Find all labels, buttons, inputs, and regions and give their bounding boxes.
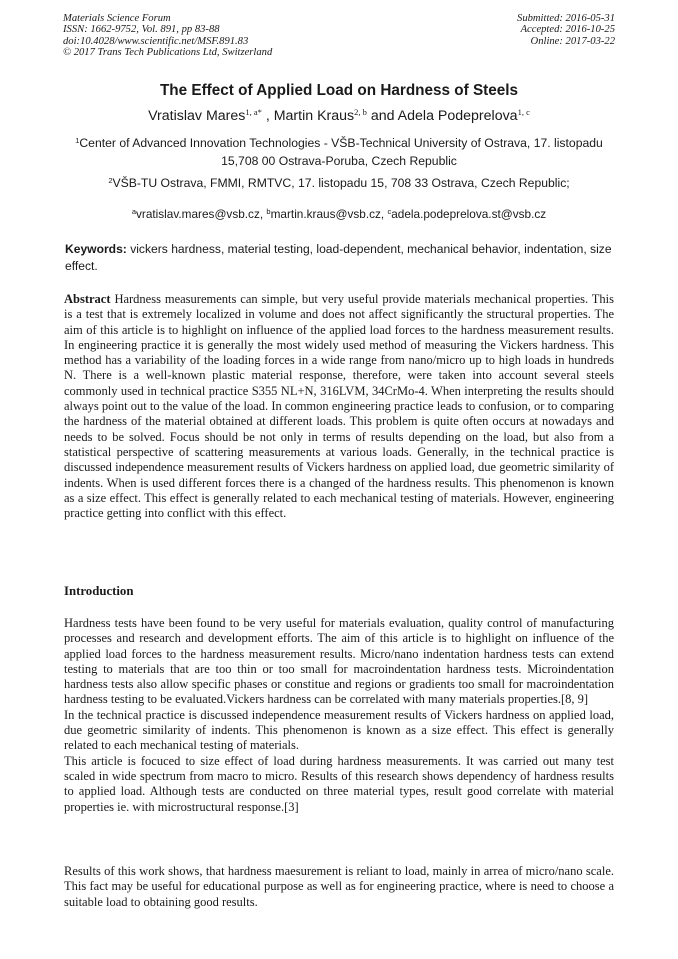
email-link[interactable]: vratislav.mares@vsb.cz: [136, 207, 260, 221]
paper-title: The Effect of Applied Load on Hardness of Steels: [159, 82, 519, 99]
author-list: [0, 108, 678, 124]
introduction-paragraph: Results of this work shows, that hardness maesurement is reliant to load, mainly in arrea of micro/nano scale. This fact may be useful for educational purpose as well as for engineering practice, where is need to choose a suitable load to obtaining good results.: [64, 864, 614, 909]
journal-header: [63, 13, 272, 59]
affiliation-line: 15,708 00 Ostrava-Poruba, Czech Republic: [221, 154, 457, 168]
author-separator: ,: [261, 108, 274, 124]
keywords-block: [65, 241, 615, 275]
abstract: [64, 292, 614, 521]
keywords-label: Keywords:: [65, 242, 127, 256]
author-affiliation-mark: 1, c: [517, 107, 530, 117]
author-affiliation-mark: 2, b: [354, 107, 367, 117]
author-name: Vratislav Mares: [148, 108, 246, 124]
doi: doi:10.4028/www.scientific.net/MSF.891.83: [63, 35, 249, 47]
dates-header: [517, 13, 615, 47]
affiliation-2: [60, 175, 618, 193]
affiliation-mark: 2: [108, 176, 113, 185]
abstract-text: Hardness measurements can simple, but very useful provide materials mechanical properties. This is a test that is extremely localized in volume and does not affect significantly the structural properties. The aim of this article is to highlight on influence of the applied load forces to the hardness measurement results. In engineering practice it is generally the most widely used method of measuring the Vickers hardness. This method has a variability of the loading forces in a wide range from nano/micro up to high loads in hundreds N. There is a well-known plastic material response, therefore, were taken into account several steels commonly used in technical practice S355 NL+N, 316LVM, 34CrMo-4. When interpreting the results should always point out to the value of the load. In common engineering practice leads to confusion, or to comparing the hardness of the material obtained at different loads. This problem is quite often occurs at nowadays and needs to be solved. Focus should be not only in terms of results depending on the load, but also from a statistical perspective of scattering measurements at various loads. Generally, in the technical practice is discussed independence measurement results of Vickers hardness on applied load, due geometric similarity of indents. When is used different forces there is a changed of the hardness results. This phenomenon is known as a size effect. This effect is generally related to each mechanical testing of materials. However, engineering practice getting into conflict with this effect.: [64, 292, 615, 521]
submitted-date: Submitted: 2016-05-31: [517, 13, 615, 24]
author-separator: and: [366, 108, 398, 124]
introduction-paragraph: Hardness tests have been found to be very useful for materials evaluation, quality control of manufacturing processes and research and development efforts. The aim of this article is to highlight on influence of the applied load forces to the hardness measurement results. Micro/nano indentation hardness tests can extend testing to materials that are too thin or too small for macroindentation hardness tests. Microindentation hardness tests also allow specific phases or constitue and regions or gradients too small for macroindentation hardness testing to be evaluated.Vickers hardness can be correlated with many materials properties.[8, 9]: [64, 616, 614, 707]
journal-name: Materials Science Forum: [63, 13, 171, 24]
email-link[interactable]: martin.kraus@vsb.cz: [270, 207, 381, 221]
affiliation-1: [60, 135, 618, 169]
email-mark: b: [266, 207, 271, 216]
affiliation-line: VŠB-TU Ostrava, FMMI, RMTVC, 17. listopadu 15, 708 33 Ostrava, Czech Republic;: [112, 176, 570, 190]
email-link[interactable]: adela.podeprelova.st@vsb.cz: [391, 207, 547, 221]
introduction-paragraph: In the technical practice is discussed independence measurement results of Vickers hardness on applied load, due geometric similarity of indents. This phenomenon is known as a size effect. This effect is generally related to each mechanical testing of materials.: [64, 707, 614, 753]
online-date: Online: 2017-03-22: [530, 35, 615, 47]
author-affiliation-mark: 1, a*: [245, 107, 262, 117]
accepted-date: Accepted: 2016-10-25: [520, 24, 615, 36]
introduction-paragraph-block: [64, 616, 614, 815]
affiliation-line: Center of Advanced Innovation Technologies - VŠB-Technical University of Ostrava, 17. listopadu: [79, 136, 603, 150]
author-name: Adela Podeprelova: [397, 108, 518, 124]
email-mark: c: [387, 207, 392, 216]
section-heading-introduction: Introduction: [64, 584, 134, 598]
issn: ISSN: 1662-9752, Vol. 891, pp 83-88: [63, 24, 220, 36]
email-mark: a: [131, 207, 136, 216]
copyright: © 2017 Trans Tech Publications Ltd, Switzerland: [63, 47, 273, 59]
introduction-paragraph: This article is focuced to size effect of load during hardness measurements. It was carried out many test scaled in wide spectrum from macro to micro. Results of this research shows dependency of hardness results to applied load. Although tests are conducted on three material types, result good correlate with material properties ie. with microstructural response.[3]: [64, 753, 614, 814]
abstract-label: Abstract: [64, 292, 111, 306]
affiliation-mark: 1: [75, 136, 80, 145]
email-list: $^a$vratislav.mares@vsb.cz, $^b$martin.kraus@vsb.cz, $^c$adela.podeprelova.st@vsb.cz: [131, 207, 547, 221]
keywords-text: vickers hardness, material testing, load-dependent, mechanical behavior, indentation, size effect.: [65, 242, 612, 273]
author-name: Martin Kraus: [273, 108, 355, 124]
